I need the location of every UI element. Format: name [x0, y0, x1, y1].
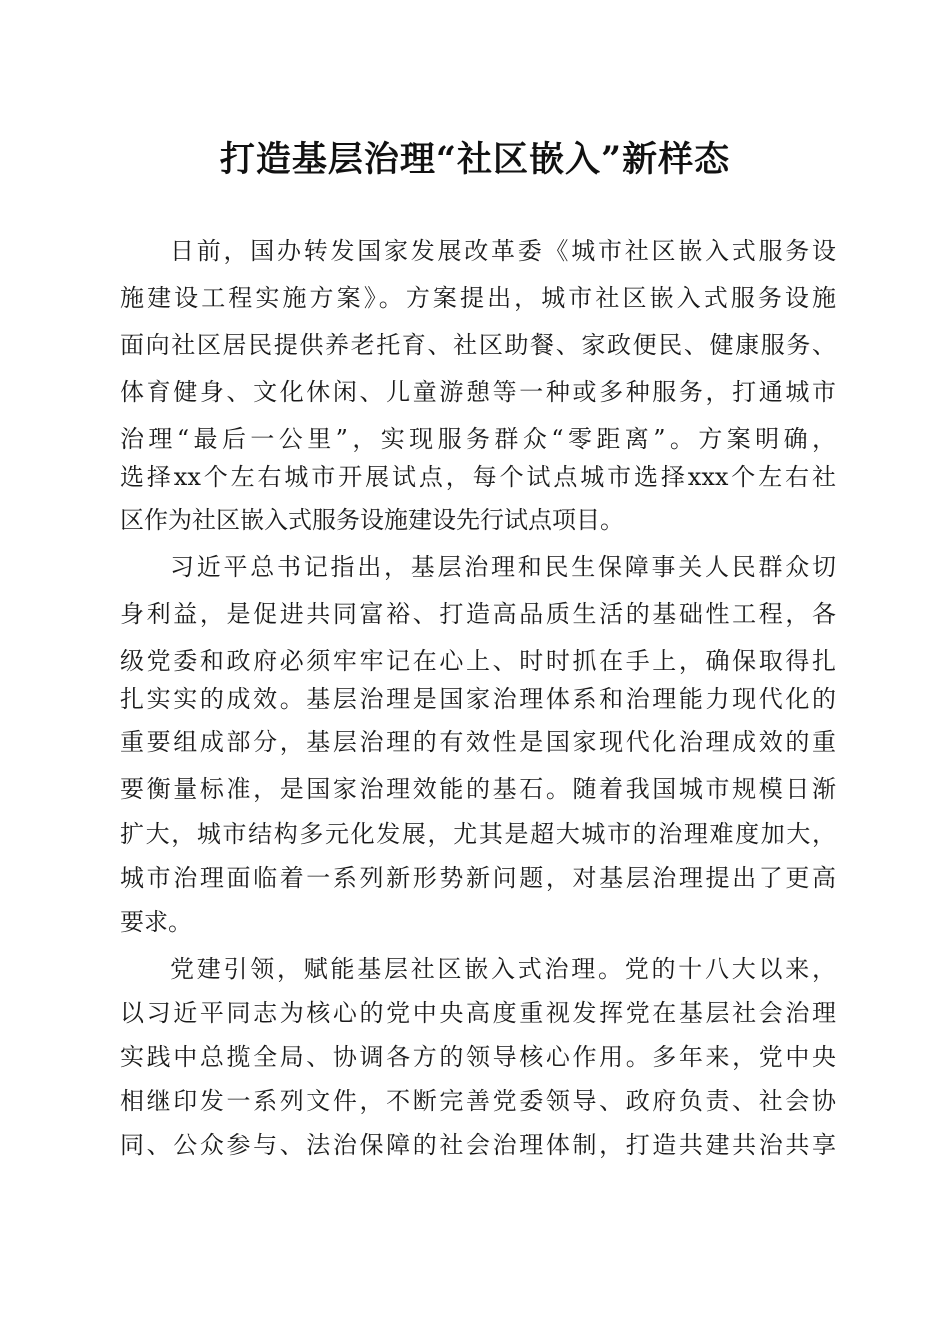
text-line: 选择xx个左右城市开展试点，每个试点城市选择xxx个左右社: [120, 463, 836, 491]
text-line: 日前，国办转发国家发展改革委《城市社区嵌入式服务设: [170, 237, 836, 265]
text-line: 级党委和政府必须牢牢记在心上、时时抓在手上，确保取得扎: [120, 647, 836, 675]
text-line: 相继印发一系列文件，不断完善党委领导、政府负责、社会协: [120, 1087, 836, 1115]
text-line: 城市治理面临着一系列新形势新问题，对基层治理提出了更高: [120, 864, 836, 892]
text-line: 实践中总揽全局、协调各方的领导核心作用。多年来，党中央: [120, 1043, 836, 1071]
text-line: 党建引领，赋能基层社区嵌入式治理。党的十八大以来，: [170, 955, 836, 983]
text-line: 扩大，城市结构多元化发展，尤其是超大城市的治理难度加大，: [120, 820, 836, 848]
text-line: 施建设工程实施方案》。方案提出，城市社区嵌入式服务设施: [120, 284, 836, 312]
text-line: 要求。: [120, 908, 192, 936]
document-title: 打造基层治理“社区嵌入”新样态: [219, 139, 731, 180]
text-line: 身利益，是促进共同富裕、打造高品质生活的基础性工程，各: [120, 600, 836, 628]
text-line: 重要组成部分，基层治理的有效性是国家现代化治理成效的重: [120, 728, 836, 756]
text-line: 习近平总书记指出，基层治理和民生保障事关人民群众切: [170, 553, 836, 581]
text-line: 要衡量标准，是国家治理效能的基石。随着我国城市规模日渐: [120, 775, 836, 803]
text-line: 面向社区居民提供养老托育、社区助餐、家政便民、健康服务、: [120, 331, 836, 359]
text-line: 区作为社区嵌入式服务设施建设先行试点项目。: [120, 506, 624, 534]
text-line: 体育健身、文化休闲、儿童游憩等一种或多种服务，打通城市: [120, 378, 836, 406]
text-line: 以习近平同志为核心的党中央高度重视发挥党在基层社会治理: [120, 999, 836, 1027]
text-line: 同、公众参与、法治保障的社会治理体制，打造共建共治共享: [120, 1131, 836, 1159]
text-line: 治理“最后一公里”，实现服务群众“零距离”。方案明确，: [120, 425, 836, 453]
text-line: 扎实实的成效。基层治理是国家治理体系和治理能力现代化的: [120, 685, 836, 713]
